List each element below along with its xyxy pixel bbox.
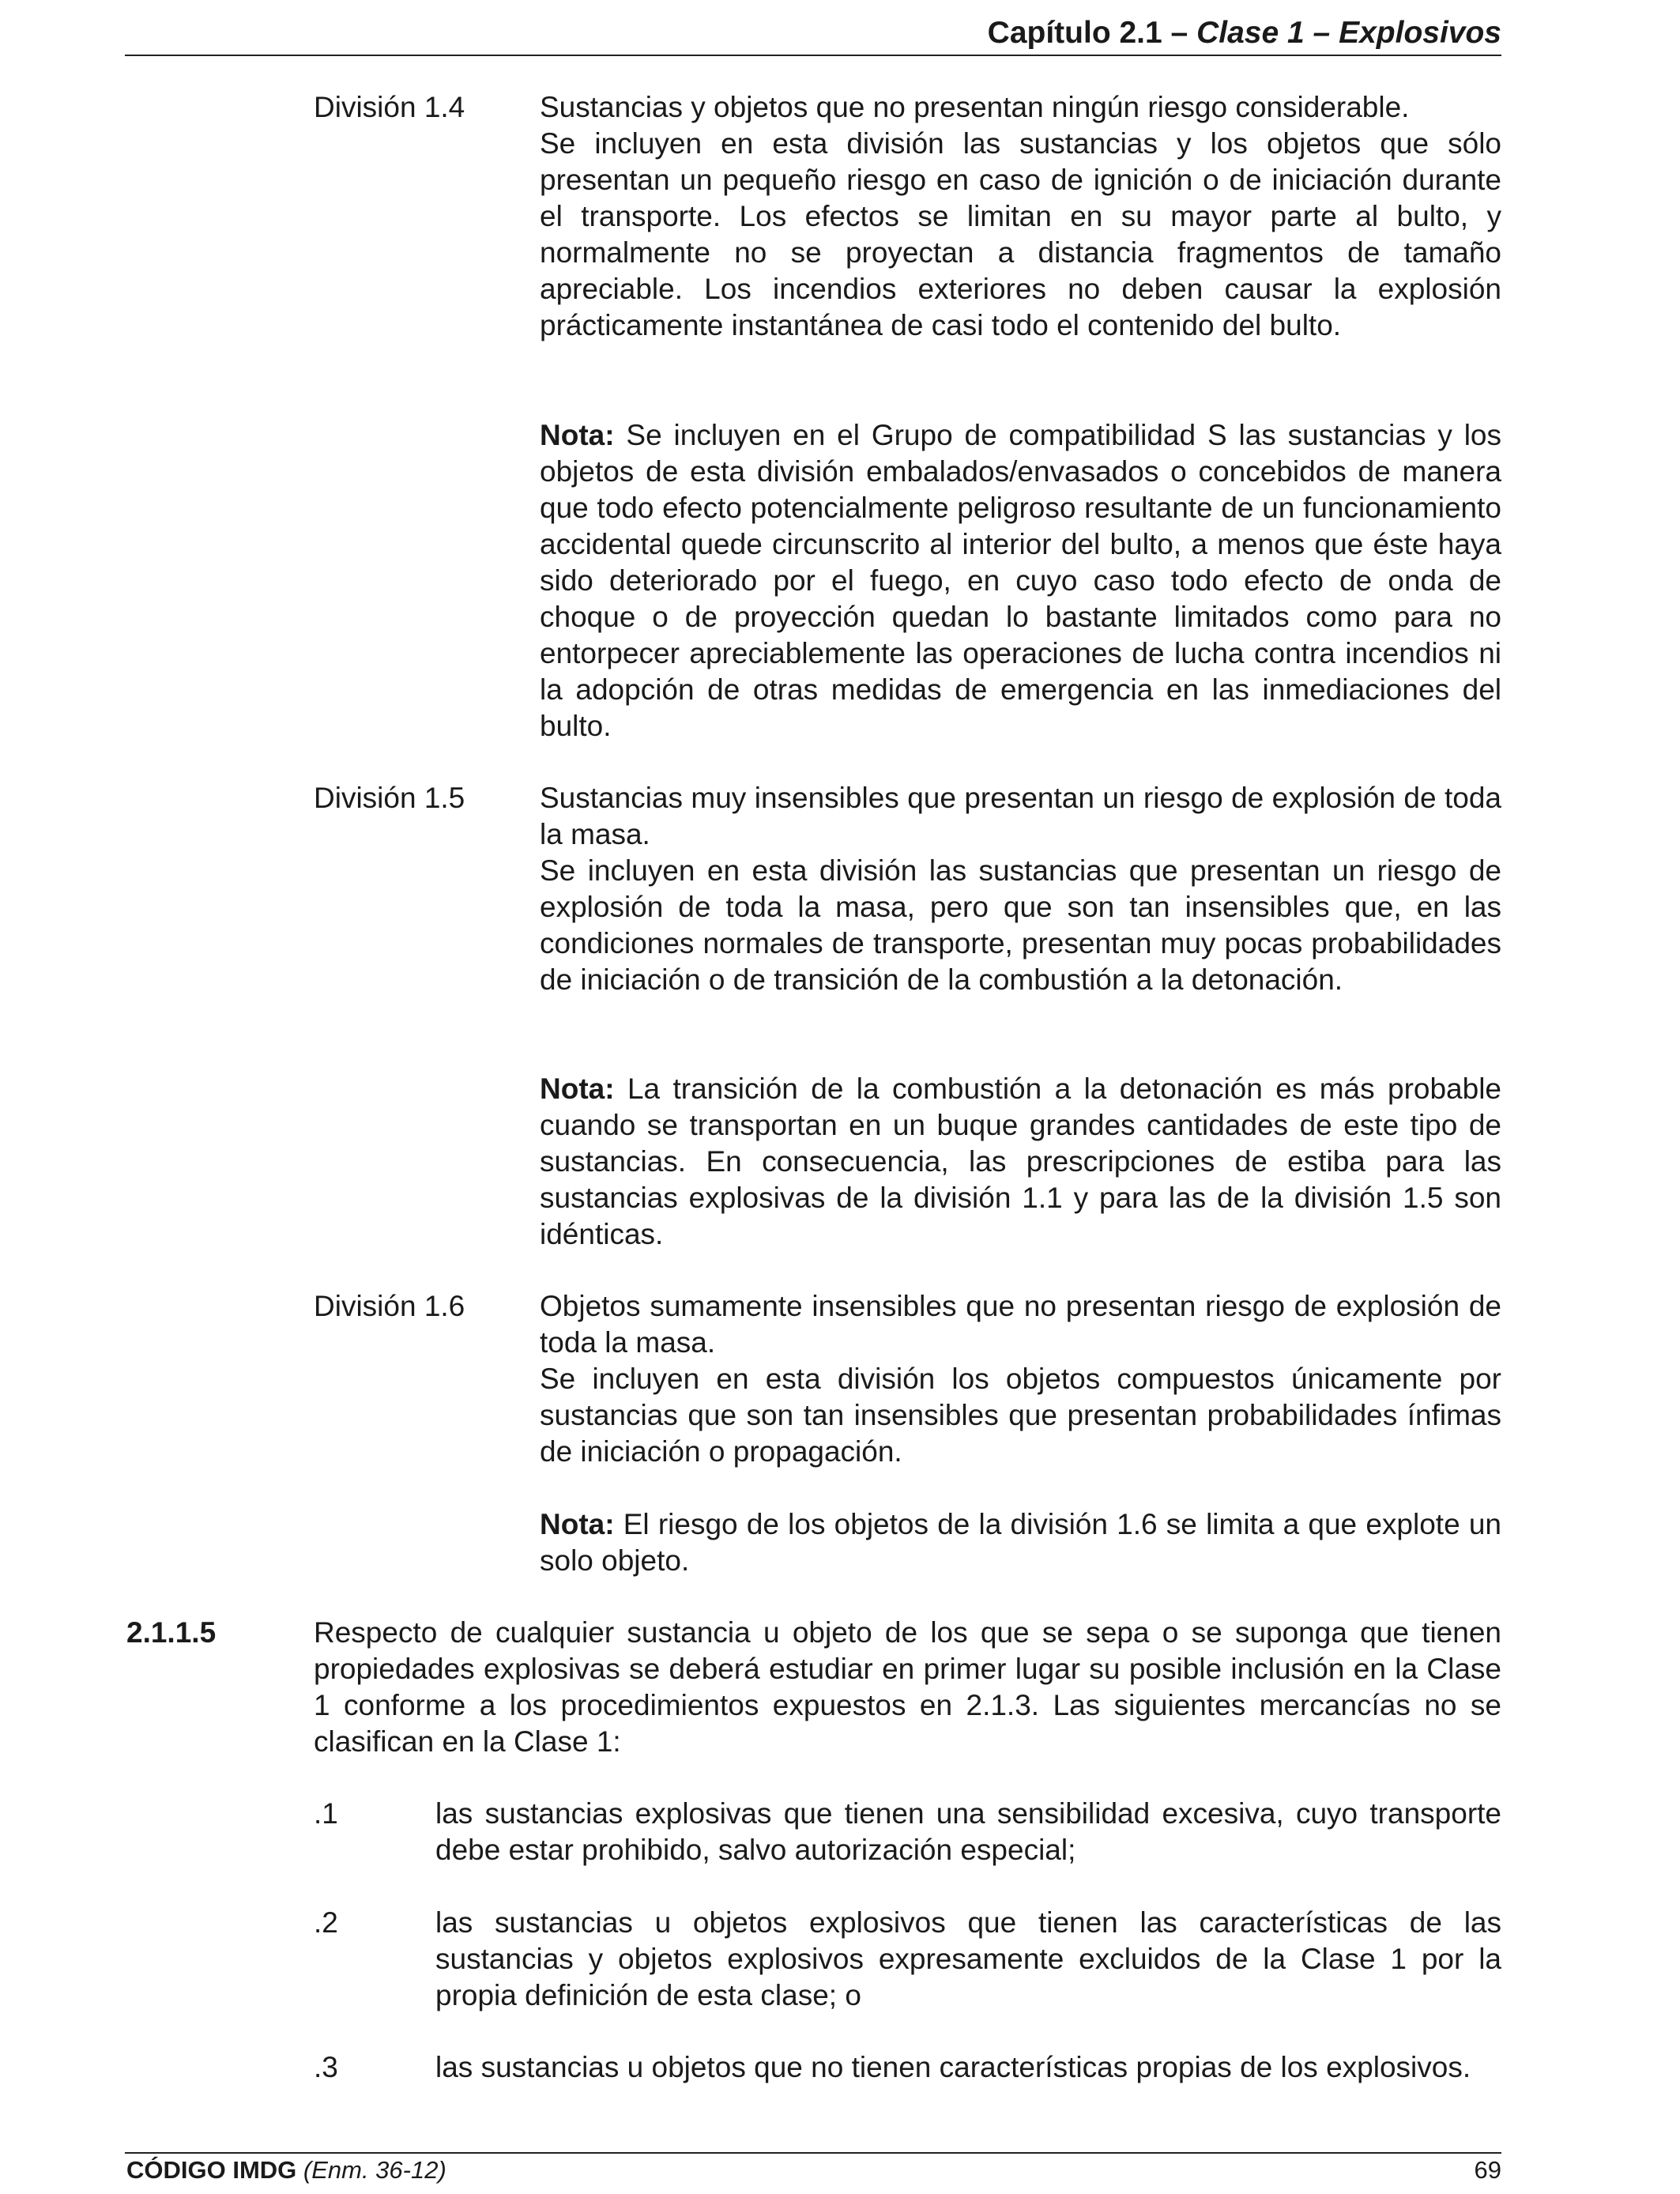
division-body: Se incluyen en esta división las sustancias y los objetos que sólo presentan un pequeño riesgo en caso de ignición o de iniciación durante el transporte. Los efectos se limitan en su mayor parte al bulto, y normalmente no se proyectan a distancia fragmentos de tamaño apreciable. Los incendios exteriores no deben causar la explosión prácticamente instantánea de casi todo el contenido del bulto. (540, 127, 1501, 341)
list-item-number: .3 (314, 2051, 338, 2083)
note-label: Nota: (540, 1508, 615, 1540)
header-divider (125, 55, 1501, 56)
division-body: Se incluyen en esta división los objetos compuestos únicamente por sustancias que son tan insensibles que presentan probabilidades ínfimas de iniciación o propagación. (540, 1363, 1501, 1468)
division-note (540, 1506, 1501, 1579)
list-item-number: .1 (314, 1797, 338, 1830)
division-label: División 1.5 (314, 782, 465, 814)
list-item-text: las sustancias u objetos que no tienen características propias de los explosivos. (435, 2051, 1471, 2083)
division-description (540, 89, 1501, 344)
header-chapter: Capítulo 2.1 (987, 16, 1162, 50)
note-label: Nota: (540, 419, 615, 451)
division-description (540, 1288, 1501, 1470)
division-note (540, 417, 1501, 745)
division-note (540, 1071, 1501, 1253)
list-item-number: .2 (314, 1906, 338, 1939)
section-paragraph: Respecto de cualquier sustancia u objeto de los que se sepa o se suponga que tienen propiedades explosivas se deberá estudiar en primer lugar su posible inclusión en la Clase 1 conforme a los procedimientos expuestos en 2.1.3. Las siguientes mercancías no se clasifican en la Clase 1: (314, 1616, 1501, 1758)
division-label: División 1.4 (314, 91, 465, 123)
division-heading: Sustancias y objetos que no presentan ningún riesgo considerable. (540, 91, 1410, 123)
division-description (540, 780, 1501, 998)
division-heading: Objetos sumamente insensibles que no presentan riesgo de explosión de toda la masa. (540, 1290, 1501, 1359)
footer-divider (125, 2152, 1501, 2154)
footer-edition: (Enm. 36-12) (296, 2156, 446, 2184)
running-header (988, 16, 1501, 51)
section-number: 2.1.1.5 (126, 1616, 217, 1649)
division-body: Se incluyen en esta división las sustancias que presentan un riesgo de explosión de toda la masa, pero que son tan insensibles que, en las condiciones normales de transporte, presentan muy pocas probabilidades de iniciación o de transición de la combustión a la detonación. (540, 854, 1501, 996)
note-label: Nota: (540, 1072, 615, 1105)
note-text: El riesgo de los objetos de la división 1.6 se limita a que explote un solo objeto. (540, 1508, 1501, 1577)
note-text: Se incluyen en el Grupo de compatibilidad S las sustancias y los objetos de esta división embalados/envasados o concebidos de manera que todo efecto potencialmente peligroso resultante de un funcionamiento accidental quede circunscrito al interior del bulto, a menos que éste haya sido deteriorado por el fuego, en cuyo caso todo efecto de onda de choque o de proyección quedan lo bastante limitados como para no entorpecer apreciablemente las operaciones de lucha contra incendios ni la adopción de otras medidas de emergencia en las inmediaciones del bulto. (540, 419, 1501, 742)
header-dash: – (1162, 16, 1197, 50)
page-number: 69 (1474, 2156, 1501, 2184)
list-item-text: las sustancias explosivas que tienen una sensibilidad excesiva, cuyo transporte debe estar prohibido, salvo autorización especial; (435, 1797, 1501, 1866)
division-heading: Sustancias muy insensibles que presentan un riesgo de explosión de toda la masa. (540, 782, 1501, 850)
header-dash: – (1304, 16, 1339, 50)
footer-code-name: CÓDIGO IMDG (126, 2156, 297, 2184)
header-class: Clase 1 (1196, 16, 1305, 50)
header-subject: Explosivos (1339, 16, 1501, 50)
division-label: División 1.6 (314, 1290, 465, 1322)
footer-code (126, 2156, 446, 2185)
list-item-text: las sustancias u objetos explosivos que tienen las características de las sustancias y objetos explosivos expresamente excluidos de la Clase 1 por la propia definición de esta clase; o (435, 1906, 1501, 2011)
note-text: La transición de la combustión a la detonación es más probable cuando se transportan en un buque grandes cantidades de este tipo de sustancias. En consecuencia, las prescripciones de estiba para las sustancias explosivas de la división 1.1 y para las de la división 1.5 son idénticas. (540, 1072, 1501, 1250)
